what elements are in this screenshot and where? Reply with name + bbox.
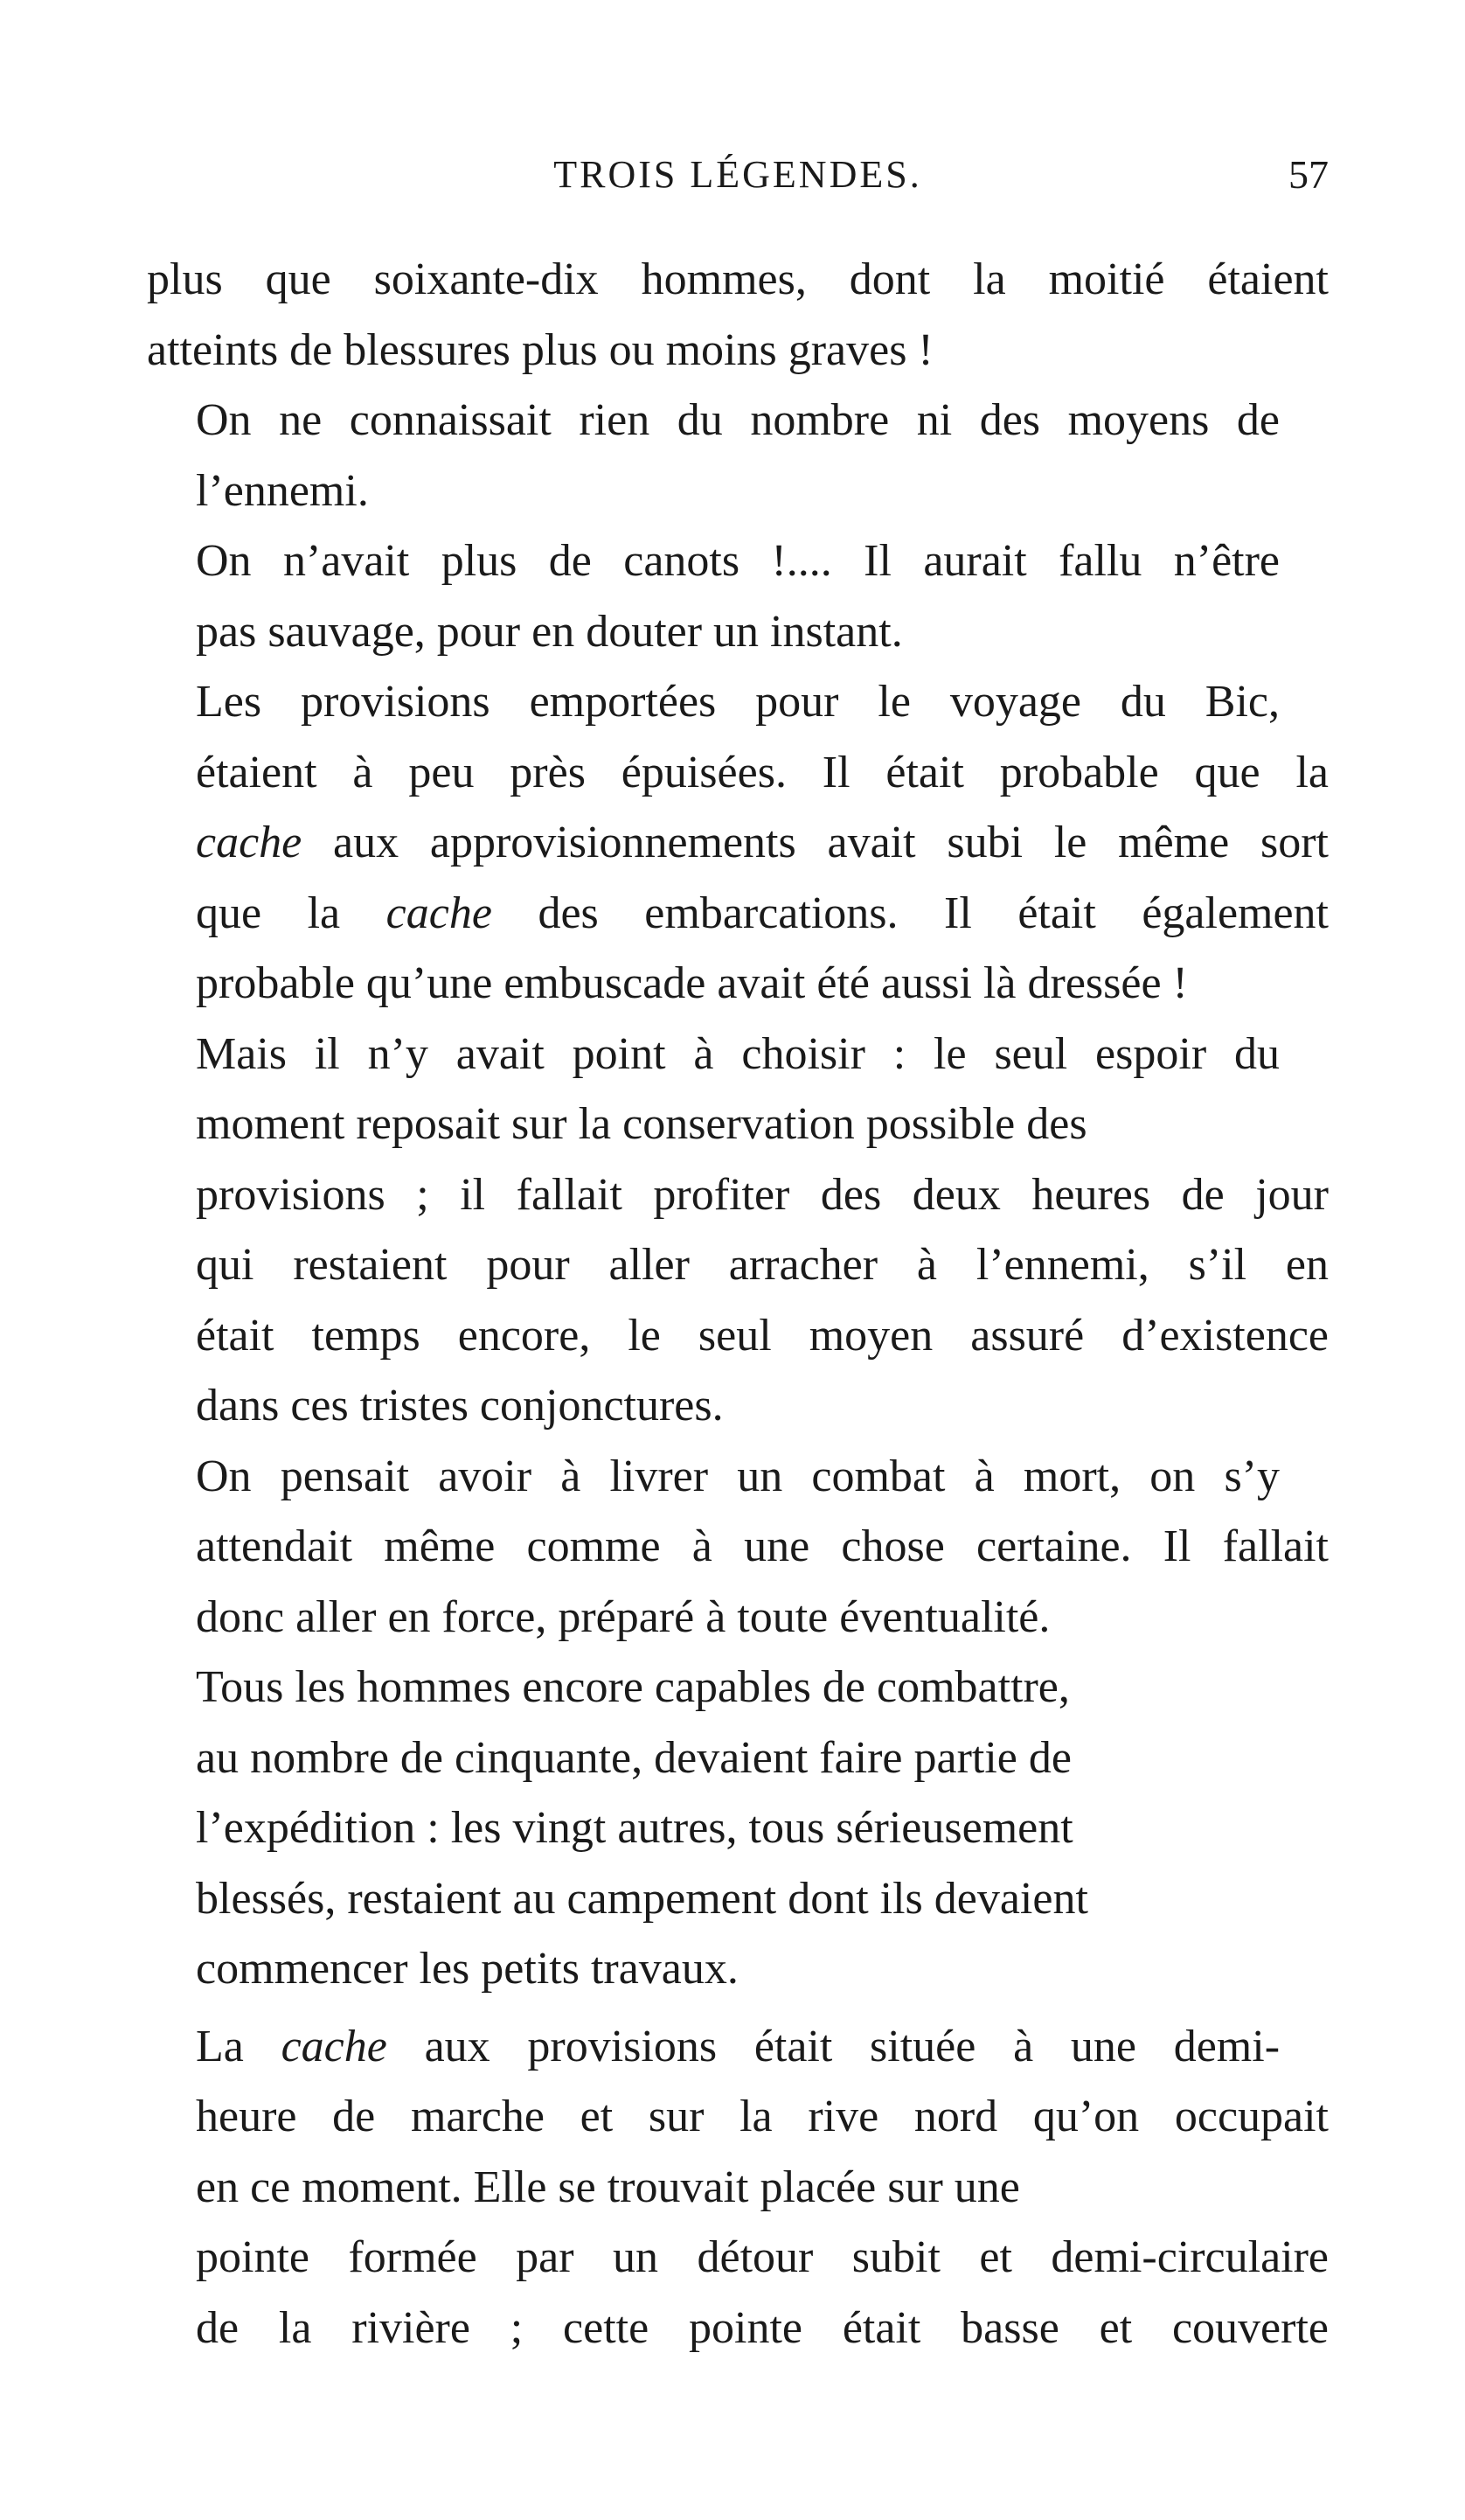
text-line: plus que soixante-dix hommes, dont la moitié étaient xyxy=(147,254,1329,304)
text-line: blessés, restaient au campement dont ils devaient xyxy=(196,1873,1088,1924)
text-line: On pensait avoir à livrer un combat à mort, on s’y xyxy=(196,1451,1280,1501)
text-line: en ce moment. Elle se trouvait placée sur une xyxy=(196,2161,1020,2212)
paragraph xyxy=(147,2012,1329,2364)
text-line: Les provisions emportées pour le voyage du Bic, xyxy=(196,677,1280,727)
text-line: pointe formée par un détour subit et demi-circulaire xyxy=(196,2232,1329,2282)
text-line: La cache aux provisions était située à une demi- xyxy=(196,2021,1281,2071)
text-line: cache aux approvisionnements avait subi le même sort xyxy=(196,818,1329,867)
text-line: On n’avait plus de canots !.... Il aurait fallu n’être xyxy=(196,536,1280,586)
text-line: dans ces tristes conjonctures. xyxy=(196,1381,724,1431)
paragraph xyxy=(147,526,1329,667)
text-line: qui restaient pour aller arracher à l’ennemi, s’il en xyxy=(196,1240,1329,1290)
paragraph xyxy=(147,1442,1329,1653)
paragraph xyxy=(147,1653,1329,2005)
text-line: au nombre de cinquante, devaient faire partie de xyxy=(196,1732,1072,1783)
text-line: pas sauvage, pour en douter un instant. xyxy=(196,606,903,657)
text-line: moment reposait sur la conservation possible des xyxy=(196,1099,1087,1149)
paragraph xyxy=(147,245,1329,386)
text-line: l’ennemi. xyxy=(196,465,369,516)
text-line: Mais il n’y avait point à choisir : le seul espoir du xyxy=(196,1028,1280,1079)
text-line: étaient à peu près épuisées. Il était probable que la xyxy=(196,747,1329,797)
paragraph xyxy=(147,667,1329,1020)
text-line: donc aller en force, préparé à toute éventualité. xyxy=(196,1591,1051,1642)
running-title: TROIS LÉGENDES. xyxy=(553,153,922,196)
running-head xyxy=(147,149,1329,201)
paragraph xyxy=(147,1020,1329,1442)
text-line: que la cache des embarcations. Il était également xyxy=(196,888,1329,938)
text-line: l’expédition : les vingt autres, tous sérieusement xyxy=(196,1803,1073,1853)
text-line: attendait même comme à une chose certaine. Il fallait xyxy=(196,1521,1329,1571)
text-line: commencer les petits travaux. xyxy=(196,1944,739,1994)
text-line: heure de marche et sur la rive nord qu’on occupait xyxy=(196,2092,1329,2141)
text-line: On ne connaissait rien du nombre ni des moyens de xyxy=(196,395,1280,445)
page-number: 57 xyxy=(1288,152,1329,197)
text-line: Tous les hommes encore capables de combattre, xyxy=(196,1662,1070,1712)
text-line: probable qu’une embuscade avait été aussi là dressée ! xyxy=(196,958,1188,1008)
text-line: était temps encore, le seul moyen assuré d’existence xyxy=(196,1310,1329,1361)
body-text xyxy=(147,245,1329,2363)
paragraph xyxy=(147,386,1329,526)
text-line: atteints de blessures plus ou moins graves ! xyxy=(147,324,934,375)
text-line: de la rivière ; cette pointe était basse et couverte xyxy=(196,2302,1329,2353)
text-line: provisions ; il fallait profiter des deux heures de jour xyxy=(196,1169,1329,1220)
